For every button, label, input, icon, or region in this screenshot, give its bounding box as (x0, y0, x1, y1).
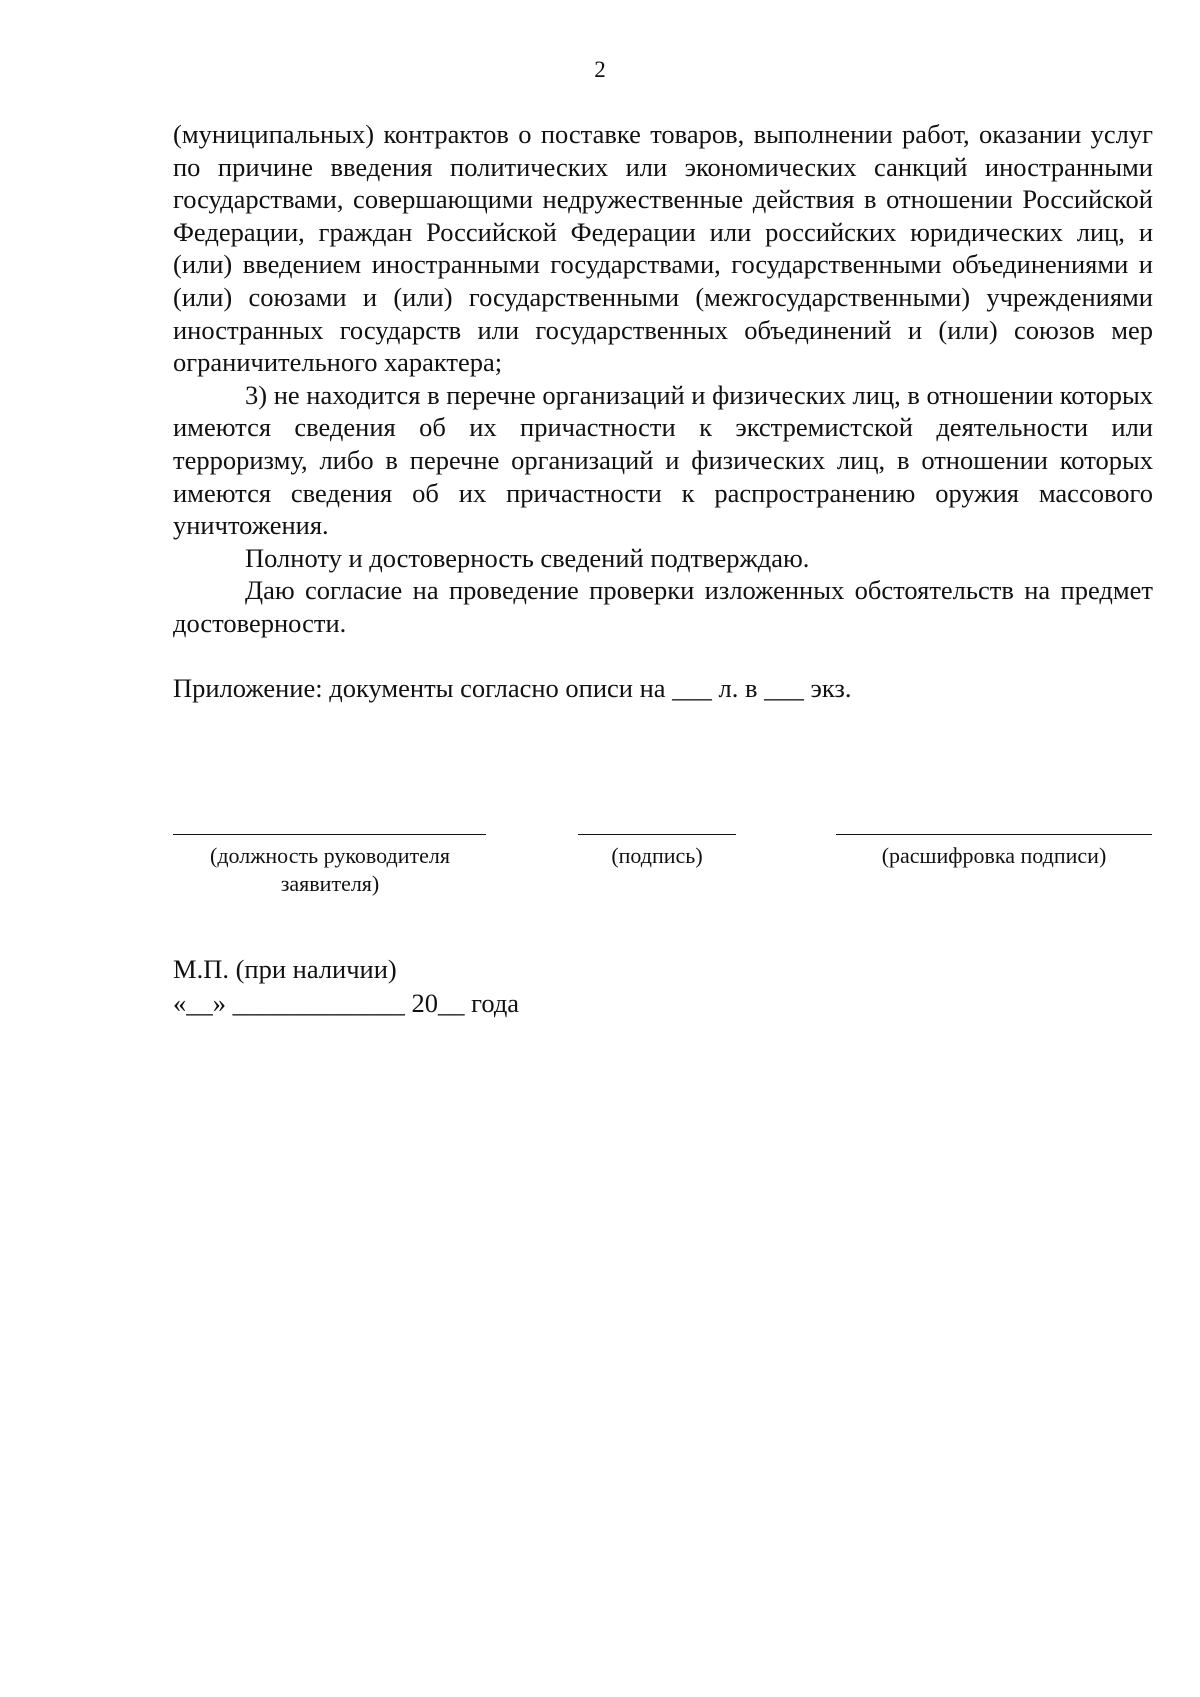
attachment-line: Приложение: документы согласно описи на ___ л. в ___ экз. (173, 673, 852, 704)
paragraph-consent: Даю согласие на проведение проверки изложенных обстоятельств на предмет достоверности. (173, 575, 1153, 638)
stamp-line: М.П. (при наличии) (173, 954, 397, 984)
page-number: 2 (594, 57, 606, 82)
date-line: «__» _____________ 20__ года (173, 988, 520, 1018)
paragraph-sanctions: (муниципальных) контрактов о поставке товаров, выполнении работ, оказании услуг по причине введения политических или экономических санкций иностранными государствами, совершающими недружественные действия в отношении Российской Федерации, граждан Российской Федерации или российских юридических лиц, и (или) введением иностранными государствами, государственными объединениями и (или) союзами и (или) государственными (межгосударственными) учреждениями иностранных государств или государственных объединений и (или) союзов мер ограничительного характера; (173, 119, 1153, 378)
decoding-caption: (расшифровка подписи) (881, 843, 1107, 868)
position-caption: (должность руководителя заявителя) (210, 843, 450, 896)
decoding-signature-line (836, 834, 1152, 835)
paragraph-confirmation: Полноту и достоверность сведений подтверждаю. (245, 542, 810, 573)
position-signature-line (173, 834, 486, 835)
signature-caption: (подпись) (611, 843, 703, 868)
document-body (173, 118, 1153, 705)
paragraph-item-3: 3) не находится в перечне организаций и физических лиц, в отношении которых имеются сведения об их причастности к экстремистской деятельности или терроризму, либо в перечне организаций и физических лиц, в отношении которых имеются сведения об их причастности к распространению оружия массового уничтожения. (173, 379, 1154, 541)
spacer (173, 640, 1153, 673)
signature-line (578, 834, 736, 835)
